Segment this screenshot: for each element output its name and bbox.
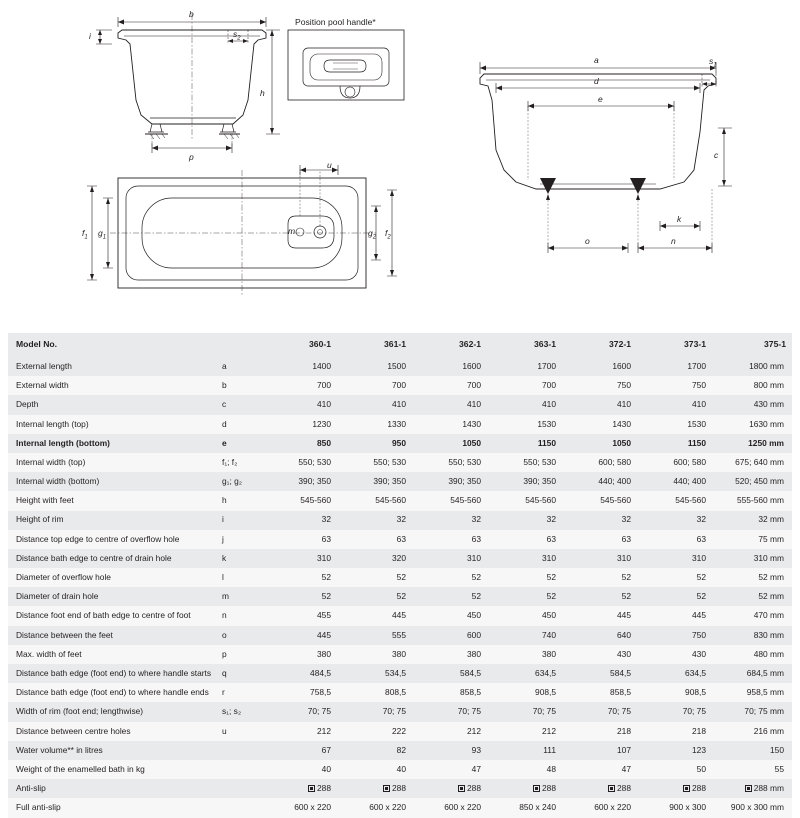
row-label: Height of rim — [8, 511, 220, 530]
table-body — [8, 357, 792, 818]
cell-value: 52 — [487, 587, 562, 606]
header-model-label: Model No. — [8, 333, 220, 357]
cell-value: 758,5 — [262, 683, 337, 702]
cell-value: 63 — [562, 530, 637, 549]
cell-value: 82 — [337, 741, 412, 760]
cell-value: 390; 350 — [487, 472, 562, 491]
row-symbol: j — [220, 530, 262, 549]
cell-value: 70; 75 — [412, 702, 487, 721]
cell-value: 52 — [262, 587, 337, 606]
cell-value: 908,5 — [487, 683, 562, 702]
anti-slip-icon — [458, 785, 465, 792]
dim-label-f2: $f_2$ — [385, 228, 391, 241]
cell-value: 111 — [487, 741, 562, 760]
cell-value: 70; 75 — [262, 702, 337, 721]
table-row — [8, 472, 792, 491]
cell-value: 218 — [637, 722, 712, 741]
table-row — [8, 376, 792, 395]
cell-value: 455 — [262, 606, 337, 625]
row-label: External length — [8, 357, 220, 376]
cell-value: 52 — [562, 568, 637, 587]
cell-value: 40 — [262, 760, 337, 779]
dim-label-e: e — [598, 94, 603, 104]
cell-value: 700 — [337, 376, 412, 395]
cell-value: 1250 mm — [712, 434, 792, 453]
anti-slip-icon — [308, 785, 315, 792]
cell-value: 850 x 240 — [487, 798, 562, 817]
cell-value: 310 — [562, 549, 637, 568]
row-symbol: c — [220, 395, 262, 414]
anti-slip-icon — [683, 785, 690, 792]
cell-value: 1600 — [412, 357, 487, 376]
cell-value: 380 — [262, 645, 337, 664]
cell-value: 390; 350 — [262, 472, 337, 491]
cell-value: 600 x 220 — [337, 798, 412, 817]
table-row — [8, 415, 792, 434]
row-symbol: i — [220, 511, 262, 530]
cell-value: 600; 580 — [562, 453, 637, 472]
table-row — [8, 722, 792, 741]
cell-value: 410 — [637, 395, 712, 414]
row-symbol: s₁; s₂ — [220, 702, 262, 721]
table-row — [8, 549, 792, 568]
cell-value: 534,5 — [337, 664, 412, 683]
dim-label-i: i — [89, 31, 91, 41]
cell-value: 900 x 300 — [637, 798, 712, 817]
cell-value — [412, 779, 487, 798]
row-label: Internal width (bottom) — [8, 472, 220, 491]
cell-value: 1500 — [337, 357, 412, 376]
cell-value: 1600 — [562, 357, 637, 376]
cell-value: 700 — [487, 376, 562, 395]
cell-value: 550; 530 — [262, 453, 337, 472]
cell-value: 555-560 mm — [712, 491, 792, 510]
cell-text: 288 — [392, 783, 406, 794]
cell-value: 908,5 — [637, 683, 712, 702]
row-label: Internal length (bottom) — [8, 434, 220, 453]
cell-value: 52 — [562, 587, 637, 606]
cell-value: 675; 640 mm — [712, 453, 792, 472]
cell-value: 1530 — [637, 415, 712, 434]
cell-value — [712, 779, 792, 798]
cell-value: 750 — [637, 376, 712, 395]
table-row — [8, 395, 792, 414]
dim-label-c: c — [714, 150, 719, 160]
cell-value: 1530 — [487, 415, 562, 434]
cell-value: 410 — [487, 395, 562, 414]
row-symbol: a — [220, 357, 262, 376]
cell-value — [487, 779, 562, 798]
cell-value: 93 — [412, 741, 487, 760]
cell-value: 75 mm — [712, 530, 792, 549]
row-symbol: e — [220, 434, 262, 453]
cell-value: 480 mm — [712, 645, 792, 664]
cell-value: 410 — [412, 395, 487, 414]
row-label: Diameter of drain hole — [8, 587, 220, 606]
cell-value: 32 mm — [712, 511, 792, 530]
dim-label-p: p — [189, 152, 194, 162]
cell-value: 600 x 220 — [412, 798, 487, 817]
cell-value: 123 — [637, 741, 712, 760]
cell-value: 484,5 — [262, 664, 337, 683]
row-label: Distance bath edge (foot end) to where handle starts — [8, 664, 220, 683]
cell-value: 380 — [412, 645, 487, 664]
cell-value: 50 — [637, 760, 712, 779]
cell-value: 684,5 mm — [712, 664, 792, 683]
row-label: Distance foot end of bath edge to centre of foot — [8, 606, 220, 625]
dim-label-a: a — [594, 55, 599, 65]
cell-value: 808,5 — [337, 683, 412, 702]
cell-value: 584,5 — [412, 664, 487, 683]
table-row — [8, 702, 792, 721]
table-row — [8, 664, 792, 683]
cell-value: 1150 — [487, 434, 562, 453]
header-symbol — [220, 333, 262, 357]
cell-value: 800 mm — [712, 376, 792, 395]
cell-value: 520; 450 mm — [712, 472, 792, 491]
row-symbol: f₁; f₂ — [220, 453, 262, 472]
cell-value: 545-560 — [262, 491, 337, 510]
cell-value — [262, 779, 337, 798]
dim-label-s1: $s_1$ — [709, 56, 717, 69]
cell-value: 858,5 — [412, 683, 487, 702]
cell-text: 288 — [617, 783, 631, 794]
cell-value: 1230 — [262, 415, 337, 434]
cell-value: 430 — [637, 645, 712, 664]
cell-value: 600 x 220 — [262, 798, 337, 817]
cell-value: 1330 — [337, 415, 412, 434]
cell-value: 750 — [562, 376, 637, 395]
row-label: Depth — [8, 395, 220, 414]
cell-value: 40 — [337, 760, 412, 779]
cell-value: 63 — [487, 530, 562, 549]
row-symbol — [220, 760, 262, 779]
cell-value: 750 — [637, 626, 712, 645]
cell-value: 320 — [337, 549, 412, 568]
row-label: Internal length (top) — [8, 415, 220, 434]
cell-value — [637, 779, 712, 798]
cell-value: 445 — [337, 606, 412, 625]
row-symbol: u — [220, 722, 262, 741]
cell-value: 440; 400 — [637, 472, 712, 491]
anti-slip-icon — [533, 785, 540, 792]
row-symbol: p — [220, 645, 262, 664]
cell-value: 584,5 — [562, 664, 637, 683]
dim-label-u: u — [327, 160, 332, 170]
row-symbol: k — [220, 549, 262, 568]
cell-value: 310 — [487, 549, 562, 568]
drawings-svg — [0, 0, 800, 325]
cell-value: 445 — [562, 606, 637, 625]
cell-value: 380 — [487, 645, 562, 664]
cell-value: 212 — [412, 722, 487, 741]
cell-value: 850 — [262, 434, 337, 453]
cell-value: 410 — [562, 395, 637, 414]
cell-text: 288 mm — [753, 783, 784, 794]
row-symbol: d — [220, 415, 262, 434]
row-label: Full anti-slip — [8, 798, 220, 817]
cell-value: 410 — [337, 395, 412, 414]
cell-value: 450 — [412, 606, 487, 625]
cell-value: 70; 75 mm — [712, 702, 792, 721]
cell-value: 47 — [562, 760, 637, 779]
row-symbol — [220, 741, 262, 760]
row-symbol: g₁; g₂ — [220, 472, 262, 491]
dim-label-o: o — [585, 236, 590, 246]
cell-value: 1050 — [562, 434, 637, 453]
cell-value: 48 — [487, 760, 562, 779]
cell-value: 550; 530 — [337, 453, 412, 472]
cell-value: 1800 mm — [712, 357, 792, 376]
cell-value: 545-560 — [337, 491, 412, 510]
cell-value: 63 — [412, 530, 487, 549]
row-symbol: o — [220, 626, 262, 645]
cell-value: 450 — [487, 606, 562, 625]
row-label: Weight of the enamelled bath in kg — [8, 760, 220, 779]
cell-value: 1430 — [562, 415, 637, 434]
cell-value: 634,5 — [487, 664, 562, 683]
cell-value: 600; 580 — [637, 453, 712, 472]
anti-slip-icon — [608, 785, 615, 792]
row-symbol: q — [220, 664, 262, 683]
dim-label-b: b — [189, 9, 194, 19]
row-label: Max. width of feet — [8, 645, 220, 664]
table-row — [8, 626, 792, 645]
row-label: Distance bath edge to centre of drain hole — [8, 549, 220, 568]
row-symbol — [220, 779, 262, 798]
cell-value: 70; 75 — [562, 702, 637, 721]
cell-value: 550; 530 — [412, 453, 487, 472]
cell-value: 545-560 — [562, 491, 637, 510]
cell-value: 218 — [562, 722, 637, 741]
cell-value: 52 mm — [712, 568, 792, 587]
table-row — [8, 491, 792, 510]
cell-value: 212 — [262, 722, 337, 741]
cell-value: 222 — [337, 722, 412, 741]
cell-value: 52 — [337, 568, 412, 587]
cell-value: 700 — [262, 376, 337, 395]
cell-value: 390; 350 — [337, 472, 412, 491]
cell-value: 950 — [337, 434, 412, 453]
cell-value: 107 — [562, 741, 637, 760]
dim-label-n: n — [671, 236, 676, 246]
dim-label-m: m — [288, 226, 296, 236]
table-row — [8, 511, 792, 530]
cell-value: 1700 — [637, 357, 712, 376]
cell-value: 410 — [262, 395, 337, 414]
cell-text: 288 — [317, 783, 331, 794]
cell-value: 600 — [412, 626, 487, 645]
row-label: Distance bath edge (foot end) to where handle ends — [8, 683, 220, 702]
table-row — [8, 530, 792, 549]
table-row — [8, 741, 792, 760]
cell-value: 32 — [562, 511, 637, 530]
row-label: Anti-slip — [8, 779, 220, 798]
table-row — [8, 453, 792, 472]
cell-value: 1050 — [412, 434, 487, 453]
row-symbol: m — [220, 587, 262, 606]
header-model-2: 362-1 — [412, 333, 487, 357]
dim-label-h: h — [260, 88, 265, 98]
cell-value: 430 — [562, 645, 637, 664]
cell-value: 47 — [412, 760, 487, 779]
cell-value: 634,5 — [637, 664, 712, 683]
cell-text: 288 — [542, 783, 556, 794]
table-row — [8, 568, 792, 587]
cell-value: 445 — [262, 626, 337, 645]
cell-value: 212 — [487, 722, 562, 741]
row-symbol: l — [220, 568, 262, 587]
cell-value: 32 — [262, 511, 337, 530]
table-row — [8, 683, 792, 702]
header-model-4: 372-1 — [562, 333, 637, 357]
cell-value: 52 — [262, 568, 337, 587]
header-model-5: 373-1 — [637, 333, 712, 357]
cell-value: 600 x 220 — [562, 798, 637, 817]
cell-value: 380 — [337, 645, 412, 664]
cell-value: 390; 350 — [412, 472, 487, 491]
cell-value: 55 — [712, 760, 792, 779]
header-model-1: 361-1 — [337, 333, 412, 357]
specification-table — [8, 333, 792, 818]
row-label: External width — [8, 376, 220, 395]
row-symbol: b — [220, 376, 262, 395]
cell-value: 32 — [337, 511, 412, 530]
cell-text: 288 — [467, 783, 481, 794]
row-symbol: h — [220, 491, 262, 510]
cell-value: 445 — [637, 606, 712, 625]
cell-value: 430 mm — [712, 395, 792, 414]
row-label: Internal width (top) — [8, 453, 220, 472]
pool-handle-note: Position pool handle* — [295, 17, 376, 27]
cell-value: 216 mm — [712, 722, 792, 741]
cell-value: 958,5 mm — [712, 683, 792, 702]
row-label: Distance between the feet — [8, 626, 220, 645]
cell-value: 740 — [487, 626, 562, 645]
dim-label-g1: $g_1$ — [98, 228, 107, 241]
cell-value — [337, 779, 412, 798]
cell-value: 830 mm — [712, 626, 792, 645]
header-model-6: 375-1 — [712, 333, 792, 357]
cell-value: 545-560 — [487, 491, 562, 510]
cell-value: 1630 mm — [712, 415, 792, 434]
cell-value: 555 — [337, 626, 412, 645]
cell-text: 288 — [692, 783, 706, 794]
cell-value: 640 — [562, 626, 637, 645]
cell-value: 1430 — [412, 415, 487, 434]
cell-value: 52 — [487, 568, 562, 587]
cell-value: 900 x 300 mm — [712, 798, 792, 817]
table-header-row — [8, 333, 792, 357]
cell-value: 52 — [412, 587, 487, 606]
table-row — [8, 357, 792, 376]
technical-drawings — [0, 0, 800, 325]
cell-value: 1150 — [637, 434, 712, 453]
cell-value: 1400 — [262, 357, 337, 376]
row-label: Distance between centre holes — [8, 722, 220, 741]
row-label: Diameter of overflow hole — [8, 568, 220, 587]
table-row — [8, 606, 792, 625]
row-symbol: r — [220, 683, 262, 702]
cell-value: 150 — [712, 741, 792, 760]
row-label: Water volume** in litres — [8, 741, 220, 760]
table-row — [8, 779, 792, 798]
cell-value — [562, 779, 637, 798]
cell-value: 700 — [412, 376, 487, 395]
cell-value: 52 mm — [712, 587, 792, 606]
cell-value: 310 — [262, 549, 337, 568]
cell-value: 858,5 — [562, 683, 637, 702]
cell-value: 52 — [412, 568, 487, 587]
table-row — [8, 798, 792, 817]
dim-label-k: k — [677, 214, 682, 224]
dim-label-d: d — [594, 76, 599, 86]
cell-value: 470 mm — [712, 606, 792, 625]
cell-value: 70; 75 — [337, 702, 412, 721]
cell-value: 310 mm — [712, 549, 792, 568]
cell-value: 52 — [337, 587, 412, 606]
table-header — [8, 333, 792, 357]
cell-value: 440; 400 — [562, 472, 637, 491]
cell-value: 550; 530 — [487, 453, 562, 472]
header-model-3: 363-1 — [487, 333, 562, 357]
row-symbol — [220, 798, 262, 817]
cell-value: 1700 — [487, 357, 562, 376]
cell-value: 32 — [487, 511, 562, 530]
table-row — [8, 587, 792, 606]
anti-slip-icon — [745, 785, 752, 792]
cell-value: 32 — [412, 511, 487, 530]
cell-value: 63 — [637, 530, 712, 549]
anti-slip-icon — [383, 785, 390, 792]
table-row — [8, 434, 792, 453]
cell-value: 32 — [637, 511, 712, 530]
dim-label-g2: $g_2$ — [368, 228, 377, 241]
cell-value: 52 — [637, 568, 712, 587]
row-label: Height with feet — [8, 491, 220, 510]
cell-value: 545-560 — [637, 491, 712, 510]
cell-value: 67 — [262, 741, 337, 760]
table-row — [8, 760, 792, 779]
specification-table-wrapper — [8, 333, 792, 818]
dim-label-s2: $s_2$ — [233, 29, 241, 42]
cell-value: 63 — [262, 530, 337, 549]
row-symbol: n — [220, 606, 262, 625]
cell-value: 70; 75 — [637, 702, 712, 721]
cell-value: 63 — [337, 530, 412, 549]
dim-label-f1: $f_1$ — [82, 228, 88, 241]
cell-value: 52 — [637, 587, 712, 606]
cell-value: 310 — [412, 549, 487, 568]
table-row — [8, 645, 792, 664]
row-label: Distance top edge to centre of overflow hole — [8, 530, 220, 549]
cell-value: 545-560 — [412, 491, 487, 510]
cell-value: 310 — [637, 549, 712, 568]
cell-value: 70; 75 — [487, 702, 562, 721]
row-label: Width of rim (foot end; lengthwise) — [8, 702, 220, 721]
header-model-0: 360-1 — [262, 333, 337, 357]
